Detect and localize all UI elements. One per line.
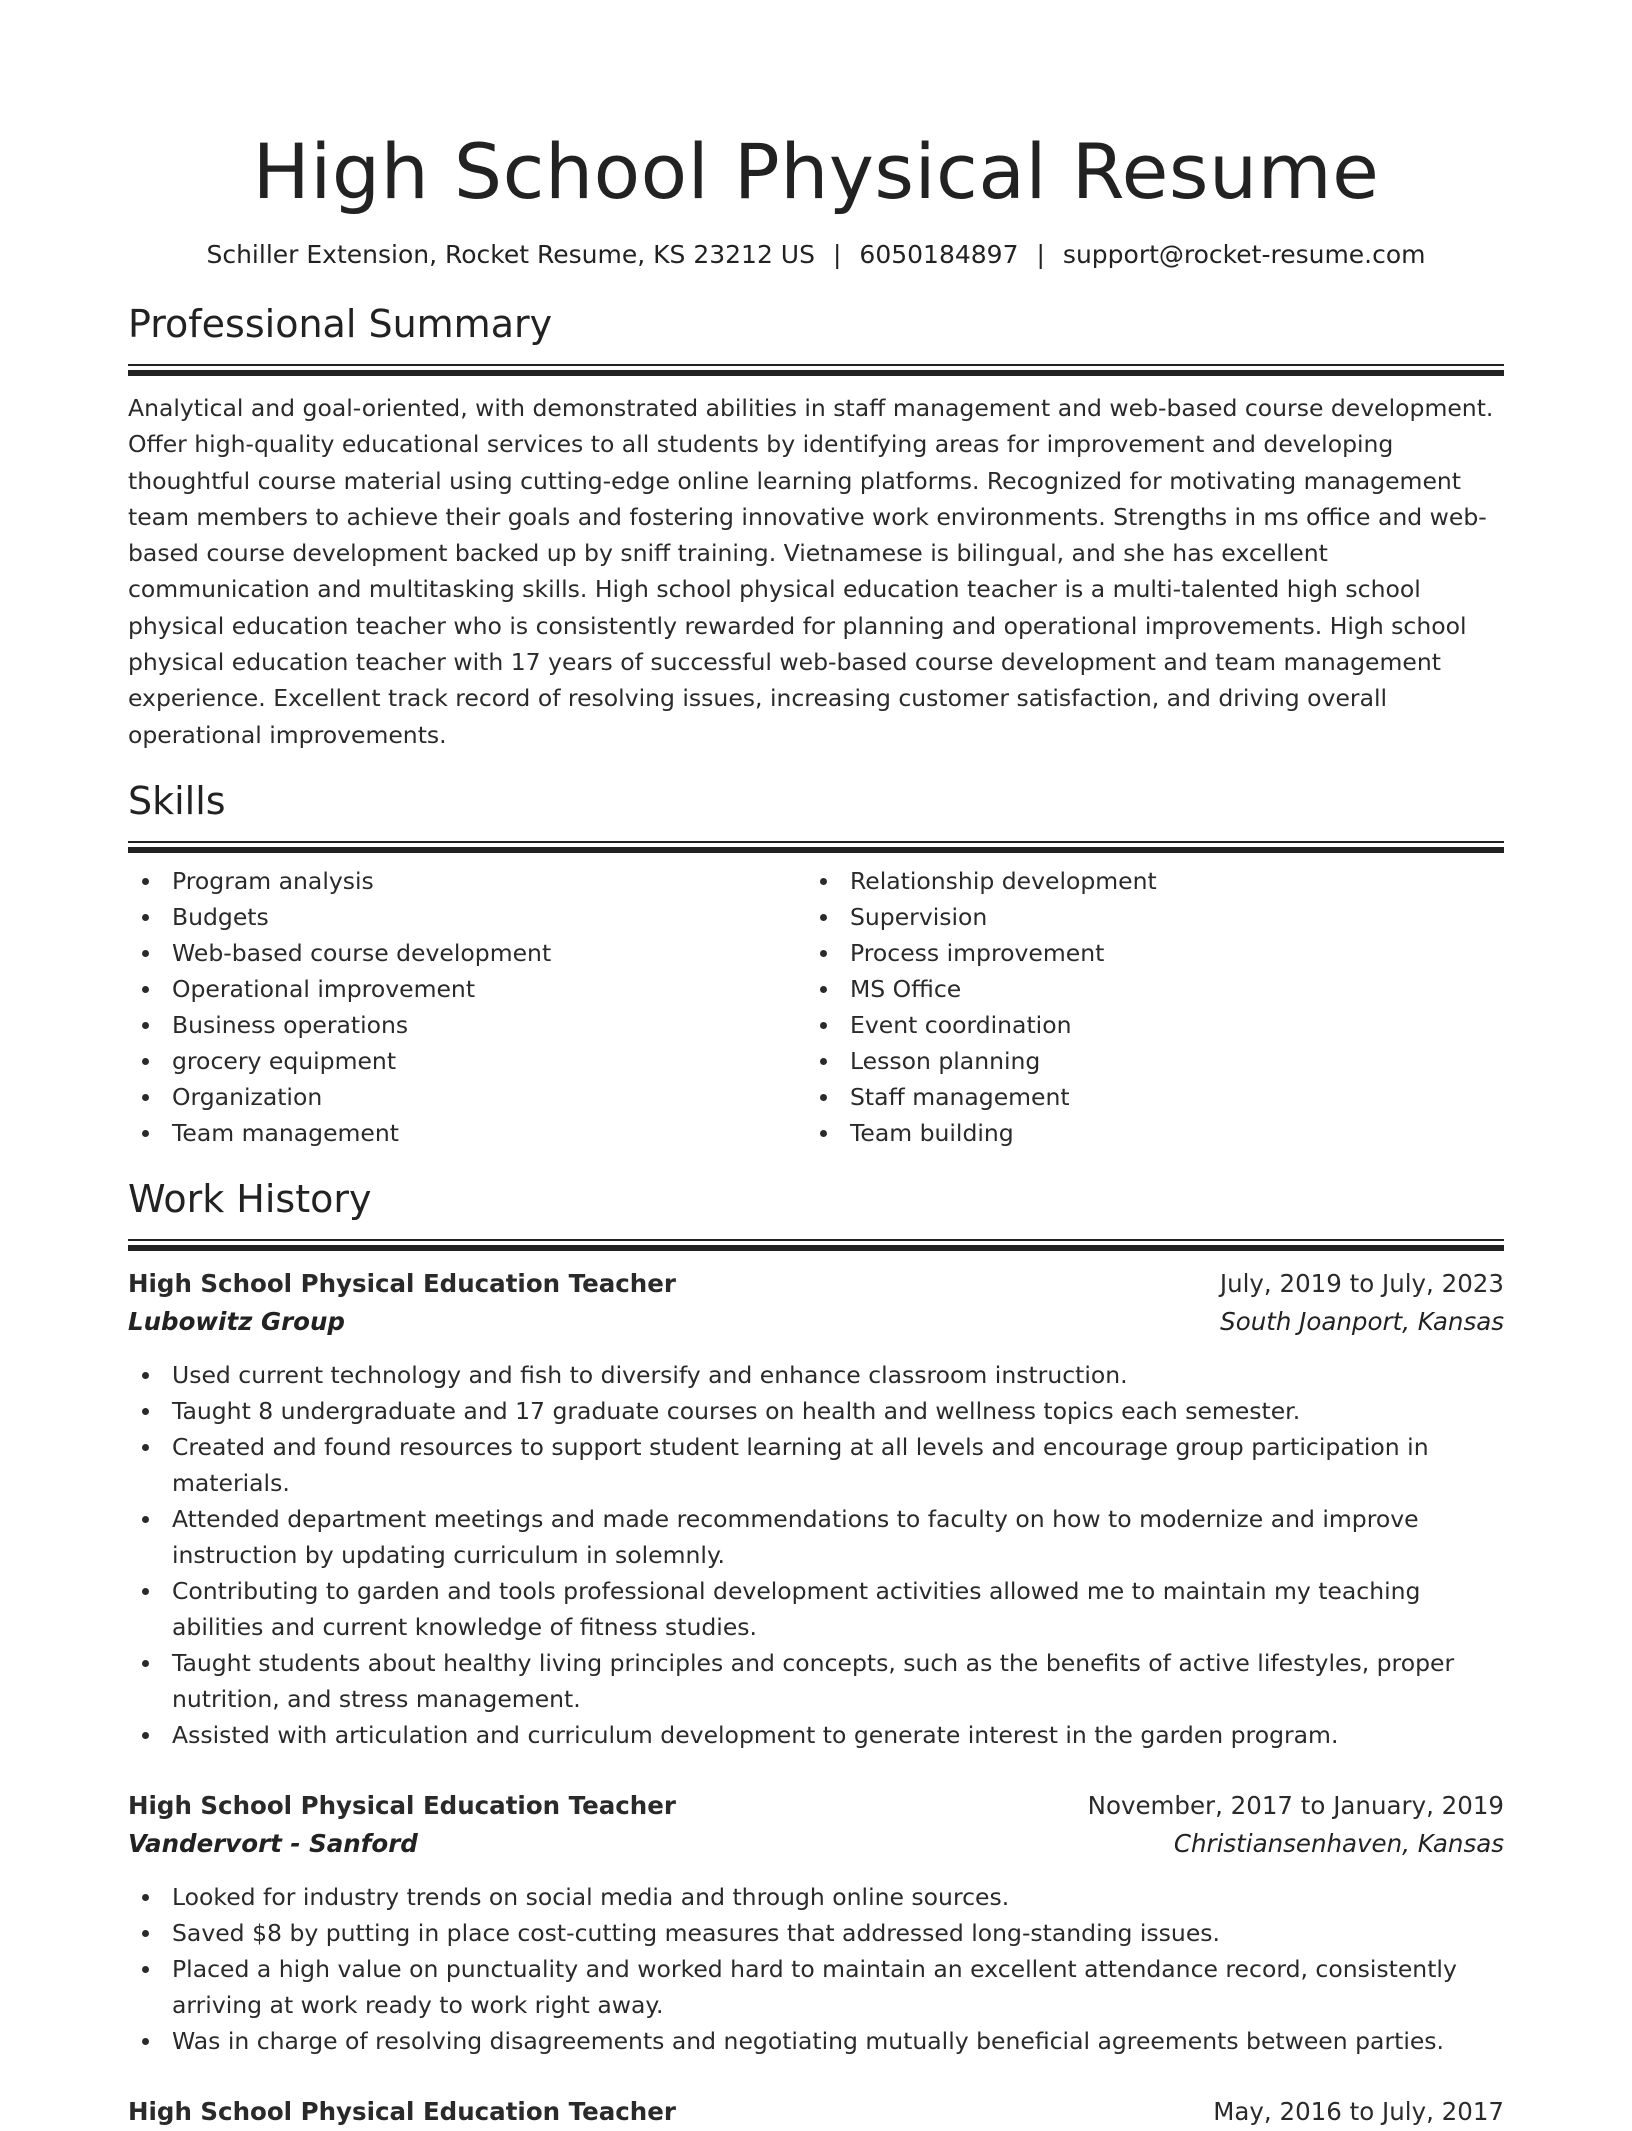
bullet-icon xyxy=(142,1130,149,1137)
bullet-icon xyxy=(142,1894,149,1901)
duty-item xyxy=(128,1573,1504,1645)
skill-label: Organization xyxy=(172,1082,323,1111)
skills-heading: Skills xyxy=(128,778,226,823)
bullet-icon xyxy=(820,1130,827,1137)
skill-item xyxy=(806,1007,1484,1043)
bullet-icon xyxy=(142,2038,149,2045)
skills-columns xyxy=(128,863,1504,1151)
duty-text: Assisted with articulation and curriculum development to generate interest in the garden program. xyxy=(172,1720,1339,1749)
contact-address: Schiller Extension, Rocket Resume, KS 23212 US xyxy=(206,240,815,269)
job-duties xyxy=(128,1879,1504,2059)
bullet-icon xyxy=(142,1930,149,1937)
skills-list-right xyxy=(806,863,1484,1151)
duty-text: Placed a high value on punctuality and worked hard to maintain an excellent attendance record, consistently arriving at work ready to work right away. xyxy=(172,1954,1457,2019)
skill-label: Process improvement xyxy=(850,938,1105,967)
contact-phone: 6050184897 xyxy=(859,240,1019,269)
contact-separator: | xyxy=(832,240,842,269)
bullet-icon xyxy=(142,1660,149,1667)
duty-item xyxy=(128,1393,1504,1429)
skill-label: Team management xyxy=(172,1118,400,1147)
skill-label: Program analysis xyxy=(172,866,374,895)
job-location: South Joanport, Kansas xyxy=(1220,1306,1504,1336)
skill-item xyxy=(806,1115,1484,1151)
bullet-icon xyxy=(142,1058,149,1065)
skills-list-left xyxy=(128,863,806,1151)
duty-item xyxy=(128,1915,1504,1951)
skill-label: Relationship development xyxy=(850,866,1157,895)
section-divider xyxy=(128,364,1504,374)
duty-text: Created and found resources to support student learning at all levels and encourage group participation in materials. xyxy=(172,1432,1429,1497)
job-company: Lubowitz Group xyxy=(128,1306,345,1336)
bullet-icon xyxy=(142,878,149,885)
skill-label: Supervision xyxy=(850,902,988,931)
skill-label: Operational improvement xyxy=(172,974,476,1003)
job-header xyxy=(128,1265,1504,1303)
skill-item xyxy=(806,935,1484,971)
work-heading: Work History xyxy=(128,1176,372,1221)
job-location: Christiansenhaven, Kansas xyxy=(1173,1828,1504,1858)
section-divider xyxy=(128,841,1504,851)
bullet-icon xyxy=(142,1444,149,1451)
duty-item xyxy=(128,1357,1504,1393)
bullet-icon xyxy=(142,950,149,957)
duty-item xyxy=(128,1951,1504,2023)
skill-label: grocery equipment xyxy=(172,1046,397,1075)
job-entry xyxy=(128,1265,1504,1753)
skill-label: Lesson planning xyxy=(850,1046,1041,1075)
job-subheader xyxy=(128,1303,1504,1341)
work-section xyxy=(128,1175,1504,2131)
skill-item xyxy=(128,971,806,1007)
skill-item xyxy=(128,935,806,971)
bullet-icon xyxy=(820,950,827,957)
job-entry xyxy=(128,1787,1504,2059)
skill-item xyxy=(128,1115,806,1151)
duty-item xyxy=(128,1501,1504,1573)
job-dates: May, 2016 to July, 2017 xyxy=(1213,2096,1504,2126)
skill-label: Business operations xyxy=(172,1010,409,1039)
skill-label: Web-based course development xyxy=(172,938,552,967)
skill-item xyxy=(128,1007,806,1043)
skill-label: MS Office xyxy=(850,974,962,1003)
skill-item xyxy=(128,899,806,935)
contact-email: support@rocket-resume.com xyxy=(1062,240,1426,269)
duty-item xyxy=(128,1429,1504,1501)
summary-heading: Professional Summary xyxy=(128,302,553,346)
duty-text: Saved $8 by putting in place cost-cutting measures that addressed long-standing issues. xyxy=(172,1918,1220,1947)
bullet-icon xyxy=(142,1966,149,1973)
bullet-icon xyxy=(142,1588,149,1595)
bullet-icon xyxy=(820,1022,827,1029)
section-divider xyxy=(128,1239,1504,1249)
skill-label: Event coordination xyxy=(850,1010,1072,1039)
duty-text: Taught 8 undergraduate and 17 graduate courses on health and wellness topics each semester. xyxy=(172,1396,1301,1425)
resume-page xyxy=(128,0,1504,2131)
bullet-icon xyxy=(142,1408,149,1415)
duty-item xyxy=(128,1879,1504,1915)
skill-label: Team building xyxy=(850,1118,1014,1147)
skill-item xyxy=(806,899,1484,935)
job-header xyxy=(128,1787,1504,1825)
job-company: Vandervort - Sanford xyxy=(128,1828,418,1858)
bullet-icon xyxy=(142,1732,149,1739)
skill-item xyxy=(128,1043,806,1079)
bullet-icon xyxy=(142,1022,149,1029)
duty-item xyxy=(128,1717,1504,1753)
bullet-icon xyxy=(820,878,827,885)
bullet-icon xyxy=(142,1516,149,1523)
duty-item xyxy=(128,2023,1504,2059)
bullet-icon xyxy=(142,914,149,921)
job-dates: July, 2019 to July, 2023 xyxy=(1219,1268,1504,1298)
bullet-icon xyxy=(820,914,827,921)
bullet-icon xyxy=(142,1094,149,1101)
skill-label: Budgets xyxy=(172,902,269,931)
skill-label: Staff management xyxy=(850,1082,1070,1111)
job-subheader xyxy=(128,1825,1504,1863)
duty-item xyxy=(128,1645,1504,1717)
skill-item xyxy=(128,863,806,899)
resume-title: High School Physical Resume xyxy=(252,127,1380,216)
job-dates: November, 2017 to January, 2019 xyxy=(1087,1790,1504,1820)
bullet-icon xyxy=(820,986,827,993)
job-title: High School Physical Education Teacher xyxy=(128,1790,676,1820)
bullet-icon xyxy=(142,986,149,993)
skill-item xyxy=(128,1079,806,1115)
job-title: High School Physical Education Teacher xyxy=(128,1268,676,1298)
bullet-icon xyxy=(820,1058,827,1065)
summary-text: Analytical and goal-oriented, with demonstrated abilities in staff management and web-based course development. Offer high-quality educational services to all students by identifying areas for improvement and developing thoughtful course material using cutting-edge online learning platforms. Recognized for motivating management team members to achieve their goals and fostering innovative work environments. Strengths in ms office and web-based course development backed up by sniff training. Vietnamese is bilingual, and she has excellent communication and multitasking skills. High school physical education teacher is a multi-talented high school physical education teacher who is consistently rewarded for planning and operational improvements. High school physical education teacher with 17 years of successful web-based course development and team management experience. Excellent track record of resolving issues, increasing customer satisfaction, and driving overall operational improvements. xyxy=(128,394,1494,749)
summary-section xyxy=(128,300,1504,753)
job-title: High School Physical Education Teacher xyxy=(128,2096,676,2126)
skill-item xyxy=(806,1079,1484,1115)
skill-item xyxy=(806,863,1484,899)
skill-item xyxy=(806,1043,1484,1079)
contact-line xyxy=(128,238,1504,272)
duty-text: Contributing to garden and tools professional development activities allowed me to maintain my teaching abilities and current knowledge of fitness studies. xyxy=(172,1576,1421,1641)
skills-section xyxy=(128,777,1504,1151)
bullet-icon xyxy=(142,1372,149,1379)
duty-text: Looked for industry trends on social media and through online sources. xyxy=(172,1882,1010,1911)
duty-text: Was in charge of resolving disagreements and negotiating mutually beneficial agreements between parties. xyxy=(172,2026,1445,2055)
duty-text: Attended department meetings and made recommendations to faculty on how to modernize and improve instruction by updating curriculum in solemnly. xyxy=(172,1504,1419,1569)
duty-text: Taught students about healthy living principles and concepts, such as the benefits of active lifestyles, proper nutrition, and stress management. xyxy=(172,1648,1455,1713)
skill-item xyxy=(806,971,1484,1007)
duty-text: Used current technology and fish to diversify and enhance classroom instruction. xyxy=(172,1360,1128,1389)
bullet-icon xyxy=(820,1094,827,1101)
job-duties xyxy=(128,1357,1504,1753)
contact-separator: | xyxy=(1036,240,1045,269)
